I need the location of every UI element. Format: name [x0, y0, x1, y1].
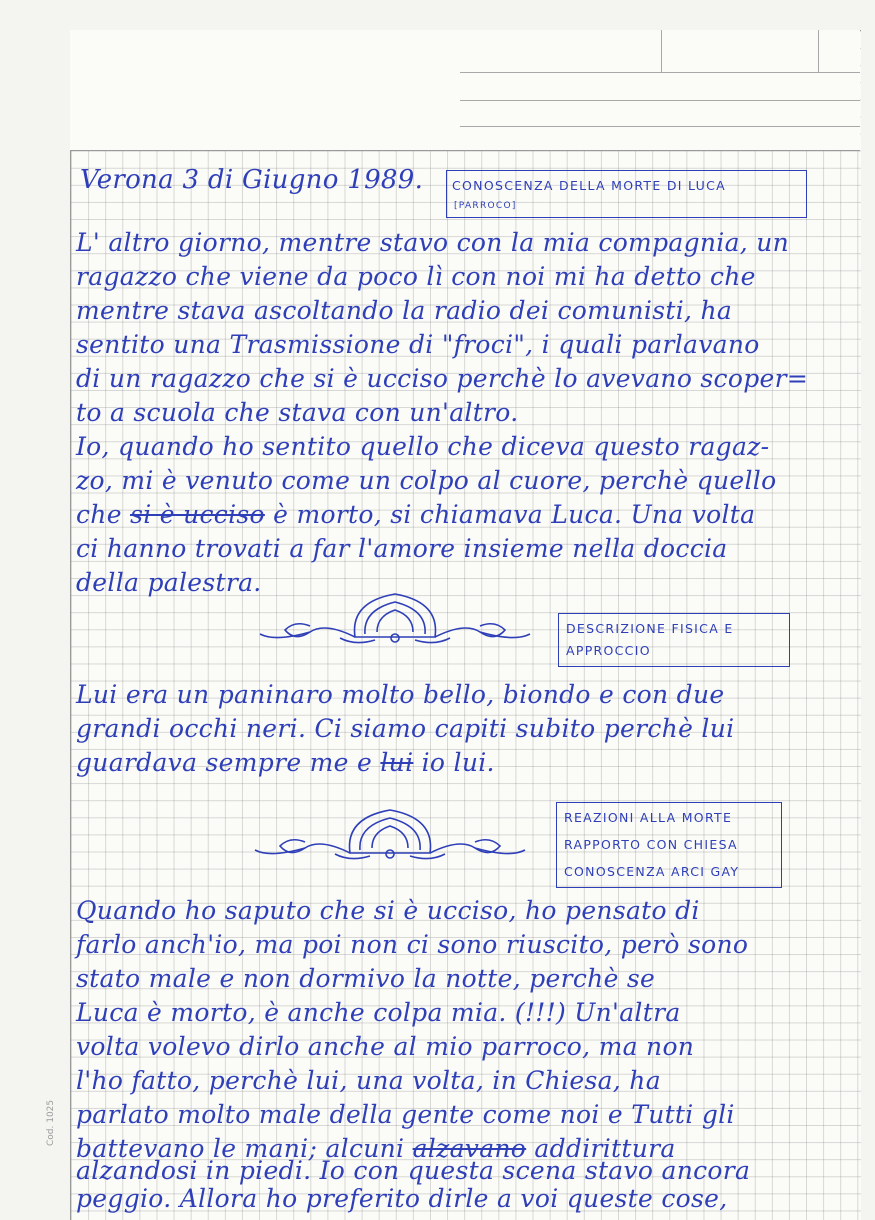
ornament-flourish: [245, 798, 535, 868]
form-code: Cod. 1025: [46, 1099, 56, 1146]
text-fragment: che: [76, 500, 122, 529]
annotation-3-line1: REAZIONI ALLA MORTE: [564, 810, 733, 825]
text-line: stato male e non dormivo la notte, perchè se: [76, 964, 656, 993]
text-line: ragazzo che viene da poco lì con noi mi ha detto che: [76, 262, 756, 291]
text-line: Luca è morto, è anche colpa mia. (!!!) Un'altra: [76, 998, 681, 1027]
text-fragment: addirittura: [534, 1134, 676, 1163]
text-line: Quando ho saputo che si è ucciso, ho pensato di: [76, 896, 700, 925]
text-line: sentito una Trasmissione di "froci", i quali parlavano: [76, 330, 760, 359]
text-line: Io, quando ho sentito quello che diceva questo ragaz-: [76, 432, 770, 461]
text-line: di un ragazzo che si è ucciso perchè lo avevano scoper=: [76, 364, 809, 393]
annotation-3-line2: RAPPORTO CON CHIESA: [564, 837, 738, 852]
text-line: grandi occhi neri. Ci siamo capiti subito perchè lui: [76, 714, 735, 743]
annotation-bracket-right: [800, 170, 807, 218]
text-line: della palestra.: [76, 568, 262, 597]
ornament-flourish: [255, 582, 535, 652]
header-divider: [661, 30, 662, 72]
text-fragment: io lui.: [421, 748, 495, 777]
text-line: volta volevo dirlo anche al mio parroco, ma non: [76, 1032, 695, 1061]
header-line: [460, 72, 860, 73]
header-line: [460, 126, 860, 127]
text-line: L' altro giorno, mentre stavo con la mia compagnia, un: [76, 228, 790, 257]
text-line: ci hanno trovati a far l'amore insieme nella doccia: [76, 534, 728, 563]
struck-text: lui: [380, 748, 414, 777]
text-line: Lui era un paninaro molto bello, biondo e con due: [76, 680, 725, 709]
text-fragment: guardava sempre me e: [76, 748, 373, 777]
annotation-2-line2: APPROCCIO: [566, 643, 651, 658]
date-line: Verona 3 di Giugno 1989.: [80, 165, 424, 195]
text-line: zo, mi è venuto come un colpo al cuore, perchè quello: [76, 466, 777, 495]
annotation-2-line1: DESCRIZIONE FISICA E: [566, 621, 734, 636]
text-line: peggio. Allora ho preferito dirle a voi queste cose,: [76, 1184, 728, 1213]
annotation-1: CONOSCENZA DELLA MORTE DI LUCA: [452, 178, 726, 193]
text-line: mentre stava ascoltando la radio dei comunisti, ha: [76, 296, 733, 325]
text-line: [76, 500, 755, 529]
text-fragment: è morto, si chiamava Luca. Una volta: [273, 500, 756, 529]
header-divider: [818, 30, 819, 72]
text-line: farlo anch'io, ma poi non ci sono riuscito, però sono: [76, 930, 749, 959]
struck-text: si è ucciso: [130, 500, 265, 529]
annotation-1-extra: [PARROCO]: [454, 201, 517, 211]
text-line: parlato molto male della gente come noi e Tutti gli: [76, 1100, 735, 1129]
text-line: alzandosi in piedi. Io con questa scena stavo ancora: [76, 1156, 751, 1185]
header-line: [460, 100, 860, 101]
text-line: [76, 748, 495, 777]
text-fragment: battevano le mani; alcuni: [76, 1134, 405, 1163]
text-line: l'ho fatto, perchè lui, una volta, in Chiesa, ha: [76, 1066, 661, 1095]
struck-text: alzavano: [412, 1134, 527, 1163]
annotation-3-line3: CONOSCENZA ARCI GAY: [564, 864, 740, 879]
form-header: [70, 30, 860, 151]
text-line: to a scuola che stava con un'altro.: [76, 398, 519, 427]
